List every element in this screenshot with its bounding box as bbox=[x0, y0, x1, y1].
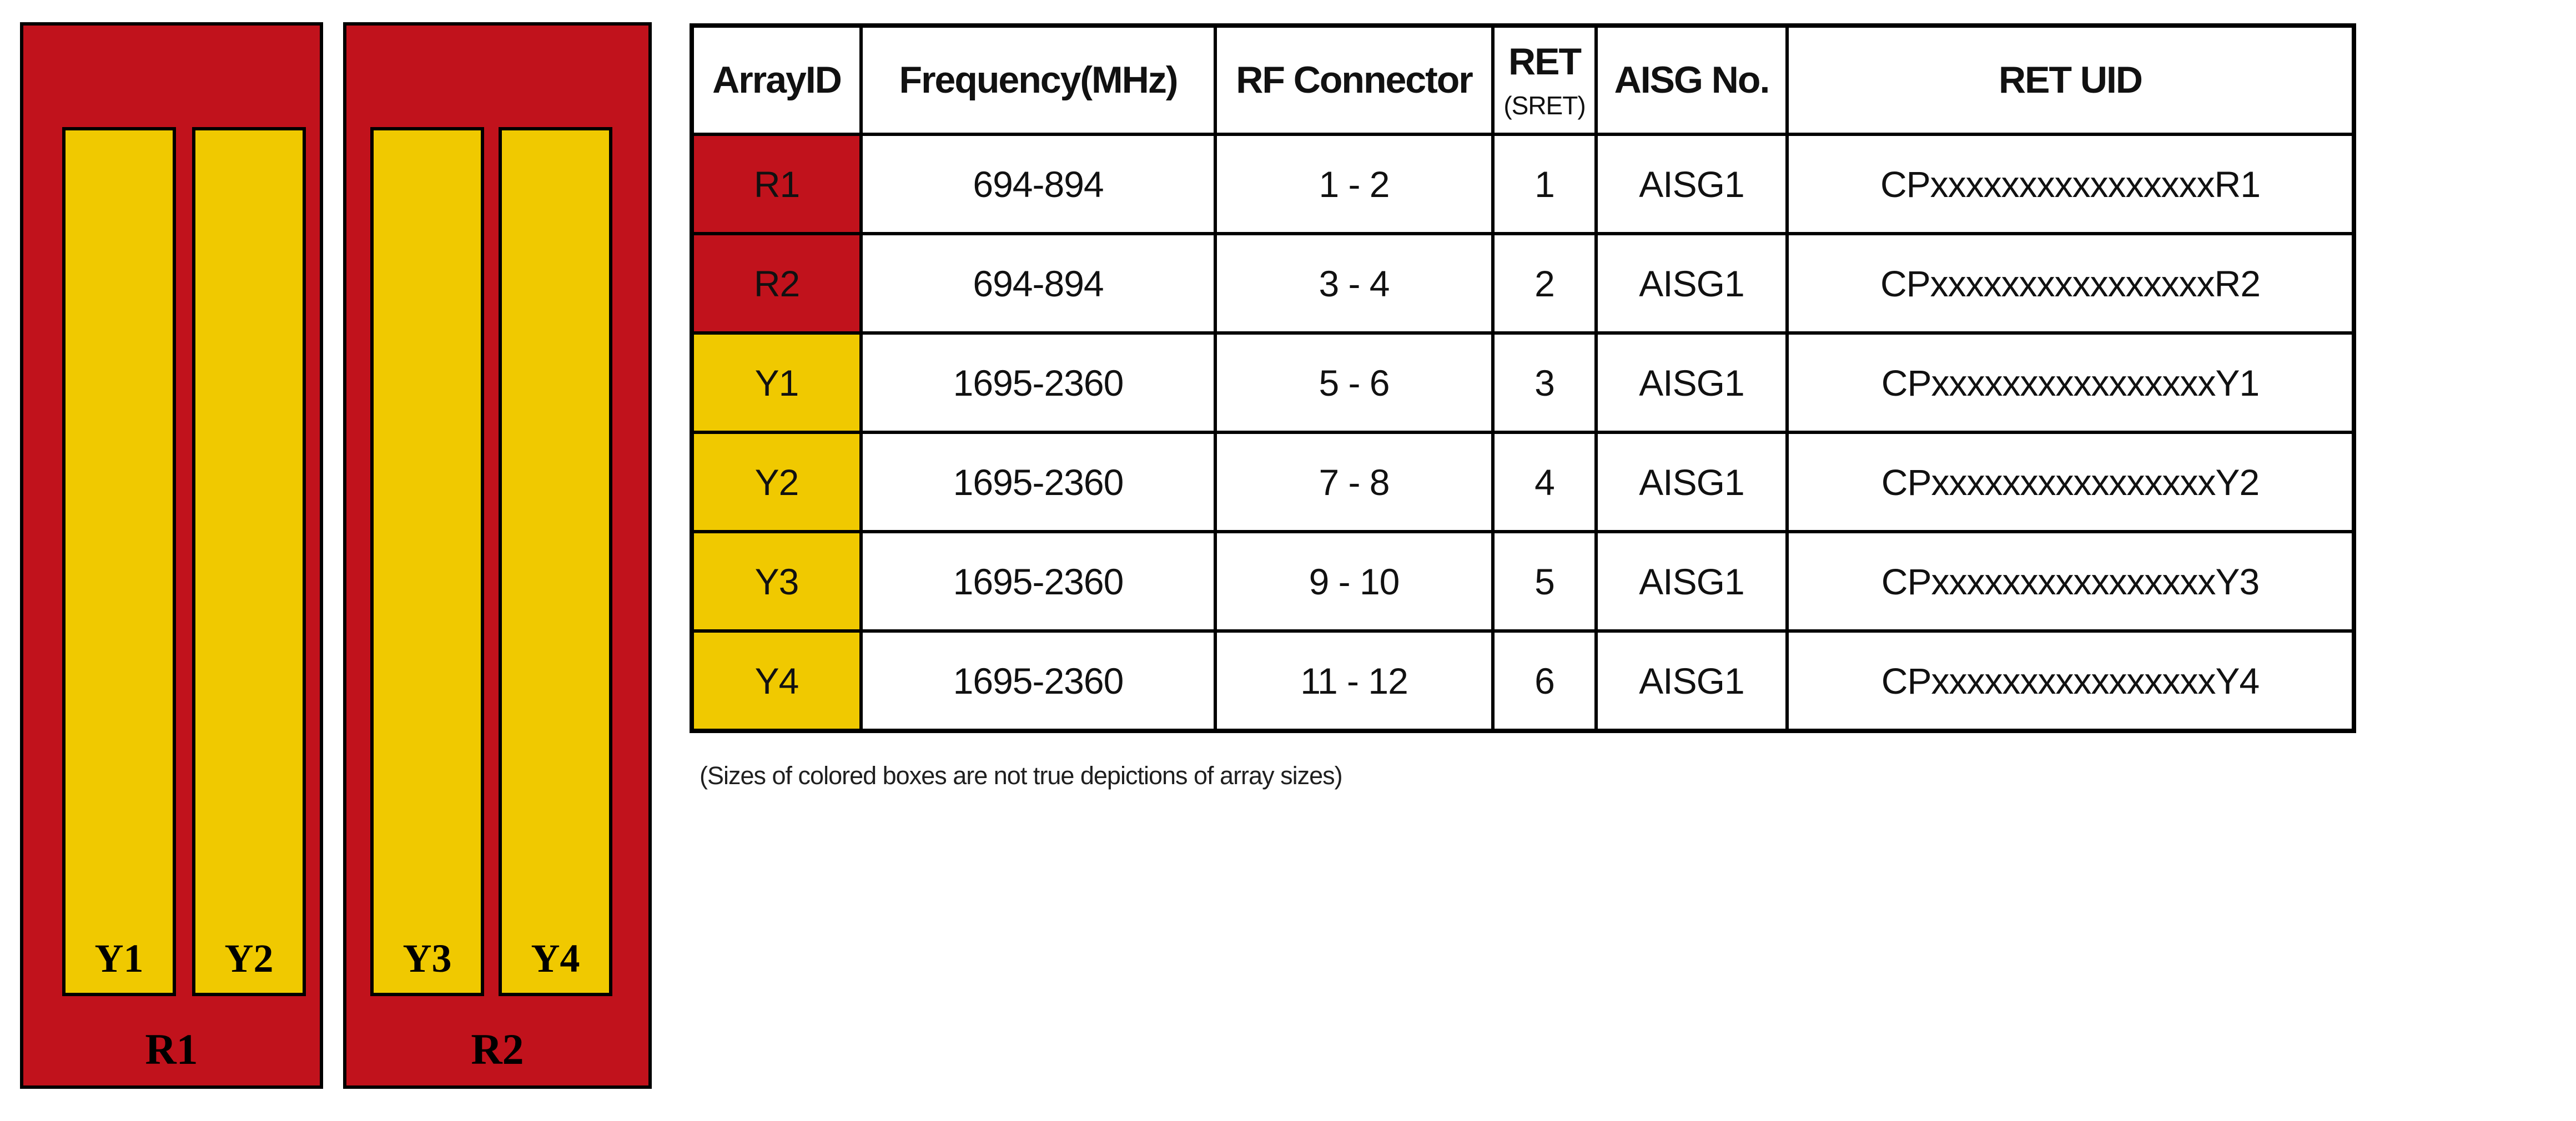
cell-rf-connector: 9 - 10 bbox=[1215, 532, 1493, 631]
cell-array-id: Y4 bbox=[692, 631, 861, 731]
array-panel-r1 bbox=[20, 22, 323, 1089]
cell-array-id: Y3 bbox=[692, 532, 861, 631]
array-box-y1 bbox=[62, 127, 176, 996]
cell-array-id: R2 bbox=[692, 234, 861, 333]
array-box-y4 bbox=[499, 127, 612, 996]
table-row bbox=[692, 532, 2354, 631]
cell-aisg-no: AISG1 bbox=[1596, 333, 1787, 432]
array-box-y2 bbox=[192, 127, 306, 996]
col-header-ret bbox=[1493, 26, 1596, 134]
table-row bbox=[692, 134, 2354, 234]
cell-ret: 2 bbox=[1493, 234, 1596, 333]
table-row bbox=[692, 333, 2354, 432]
cell-ret-uid: CPxxxxxxxxxxxxxxxxY1 bbox=[1787, 333, 2354, 432]
array-panel-r2 bbox=[343, 22, 652, 1089]
cell-rf-connector: 1 - 2 bbox=[1215, 134, 1493, 234]
cell-ret-uid: CPxxxxxxxxxxxxxxxxY4 bbox=[1787, 631, 2354, 731]
cell-aisg-no: AISG1 bbox=[1596, 134, 1787, 234]
array-panel-label: R1 bbox=[145, 1025, 198, 1073]
cell-array-id: Y2 bbox=[692, 432, 861, 532]
table-row bbox=[692, 234, 2354, 333]
cell-rf-connector: 11 - 12 bbox=[1215, 631, 1493, 731]
col-header-frequency: Frequency(MHz) bbox=[861, 26, 1215, 134]
array-panel-label: R2 bbox=[471, 1025, 524, 1073]
cell-frequency: 1695-2360 bbox=[861, 631, 1215, 731]
array-box-label: Y2 bbox=[224, 936, 274, 981]
cell-ret-uid: CPxxxxxxxxxxxxxxxxY3 bbox=[1787, 532, 2354, 631]
array-box-label: Y1 bbox=[94, 936, 144, 981]
cell-rf-connector: 7 - 8 bbox=[1215, 432, 1493, 532]
col-header-ret-uid: RET UID bbox=[1787, 26, 2354, 134]
cell-array-id: Y1 bbox=[692, 333, 861, 432]
cell-aisg-no: AISG1 bbox=[1596, 234, 1787, 333]
cell-aisg-no: AISG1 bbox=[1596, 631, 1787, 731]
cell-ret: 4 bbox=[1493, 432, 1596, 532]
cell-ret-uid: CPxxxxxxxxxxxxxxxxY2 bbox=[1787, 432, 2354, 532]
cell-rf-connector: 5 - 6 bbox=[1215, 333, 1493, 432]
cell-frequency: 1695-2360 bbox=[861, 432, 1215, 532]
col-header-array-id: ArrayID bbox=[692, 26, 861, 134]
cell-aisg-no: AISG1 bbox=[1596, 432, 1787, 532]
array-box-label: Y4 bbox=[531, 936, 580, 981]
cell-array-id: R1 bbox=[692, 134, 861, 234]
cell-ret: 6 bbox=[1493, 631, 1596, 731]
col-header-rf-connector: RF Connector bbox=[1215, 26, 1493, 134]
cell-ret: 5 bbox=[1493, 532, 1596, 631]
cell-ret: 3 bbox=[1493, 333, 1596, 432]
cell-aisg-no: AISG1 bbox=[1596, 532, 1787, 631]
cell-ret: 1 bbox=[1493, 134, 1596, 234]
cell-ret-uid: CPxxxxxxxxxxxxxxxxR1 bbox=[1787, 134, 2354, 234]
cell-frequency: 1695-2360 bbox=[861, 333, 1215, 432]
cell-frequency: 1695-2360 bbox=[861, 532, 1215, 631]
cell-frequency: 694-894 bbox=[861, 234, 1215, 333]
array-box-label: Y3 bbox=[402, 936, 452, 981]
ret-config-table bbox=[690, 23, 2356, 733]
col-header-ret-line1: RET bbox=[1508, 40, 1581, 83]
cell-ret-uid: CPxxxxxxxxxxxxxxxxR2 bbox=[1787, 234, 2354, 333]
cell-rf-connector: 3 - 4 bbox=[1215, 234, 1493, 333]
col-header-ret-line2: (SRET) bbox=[1503, 90, 1586, 120]
table-header-row bbox=[692, 26, 2354, 134]
table-row bbox=[692, 432, 2354, 532]
array-box-y3 bbox=[370, 127, 484, 996]
table-row bbox=[692, 631, 2354, 731]
cell-frequency: 694-894 bbox=[861, 134, 1215, 234]
col-header-aisg-no: AISG No. bbox=[1596, 26, 1787, 134]
note-text: (Sizes of colored boxes are not true depictions of array sizes) bbox=[700, 761, 1342, 790]
